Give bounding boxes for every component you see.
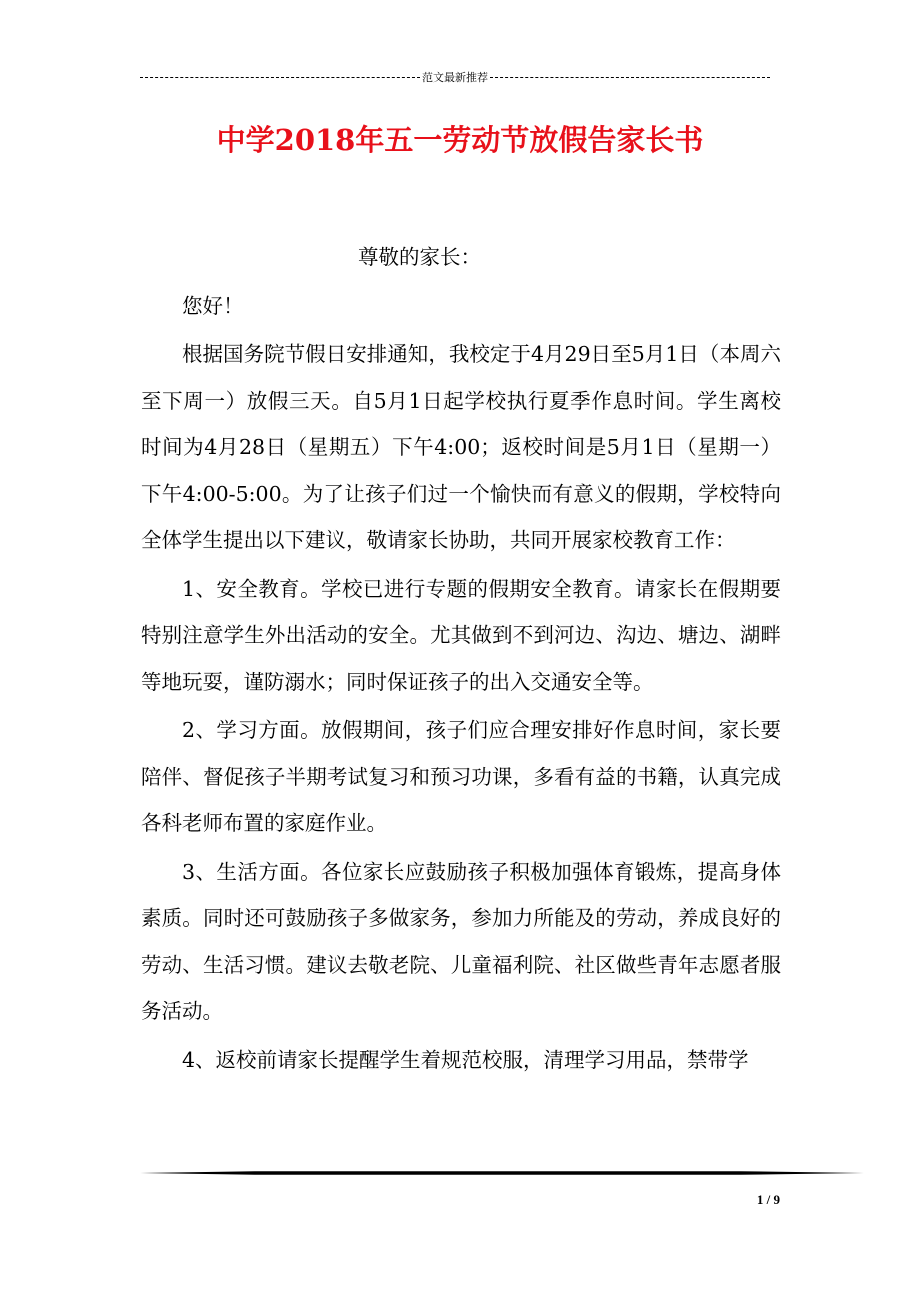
- header-dash-left: [140, 77, 420, 78]
- page-number: 1 / 9: [756, 1192, 780, 1207]
- salutation: 您好！: [182, 293, 244, 318]
- paragraph-safety: 1、安全教育。学校已进行专题的假期安全教育。请家长在假期要特别注意学生外出活动的安全。尤其做到不到河边、沟边、塘边、湖畔等地玩耍，谨防溺水；同时保证孩子的出入交通安全等。: [141, 576, 781, 694]
- header-label: 范文最新推荐: [422, 71, 488, 84]
- footer-divider: [140, 1170, 864, 1176]
- paragraph-intro: 根据国务院节假日安排通知，我校定于4月29日至5月1日（本周六至下周一）放假三天。自5月1日起学校执行夏季作息时间。学生离校时间为4月28日（星期五）下午4:00；返校时间是5月1日（星期一）下午4:00-5:00。为了让孩子们过一个愉快而有意义的假期，学校特向全体学生提出以下建议，敬请家长协助，共同开展家校教育工作：: [141, 342, 781, 552]
- header-dash-right: [490, 77, 770, 78]
- header-rule: [140, 69, 770, 85]
- greeting: 尊敬的家长：: [358, 245, 481, 269]
- paragraph-return: 4、返校前请家长提醒学生着规范校服，清理学习用品，禁带学: [182, 1047, 749, 1072]
- paragraph-study: 2、学习方面。放假期间，孩子们应合理安排好作息时间，家长要陪伴、督促孩子半期考试复习和预习功课，多看有益的书籍，认真完成各科老师布置的家庭作业。: [141, 718, 781, 835]
- document-body: [141, 234, 781, 1085]
- document-title: 中学2018年五一劳动节放假告家长书: [216, 123, 704, 157]
- paragraph-life: 3、生活方面。各位家长应鼓励孩子积极加强体育锻炼，提高身体素质。同时还可鼓励孩子多做家务，参加力所能及的劳动，养成良好的劳动、生活习惯。建议去敬老院、儿童福利院、社区做些青年志愿者服务活动。: [141, 859, 781, 1023]
